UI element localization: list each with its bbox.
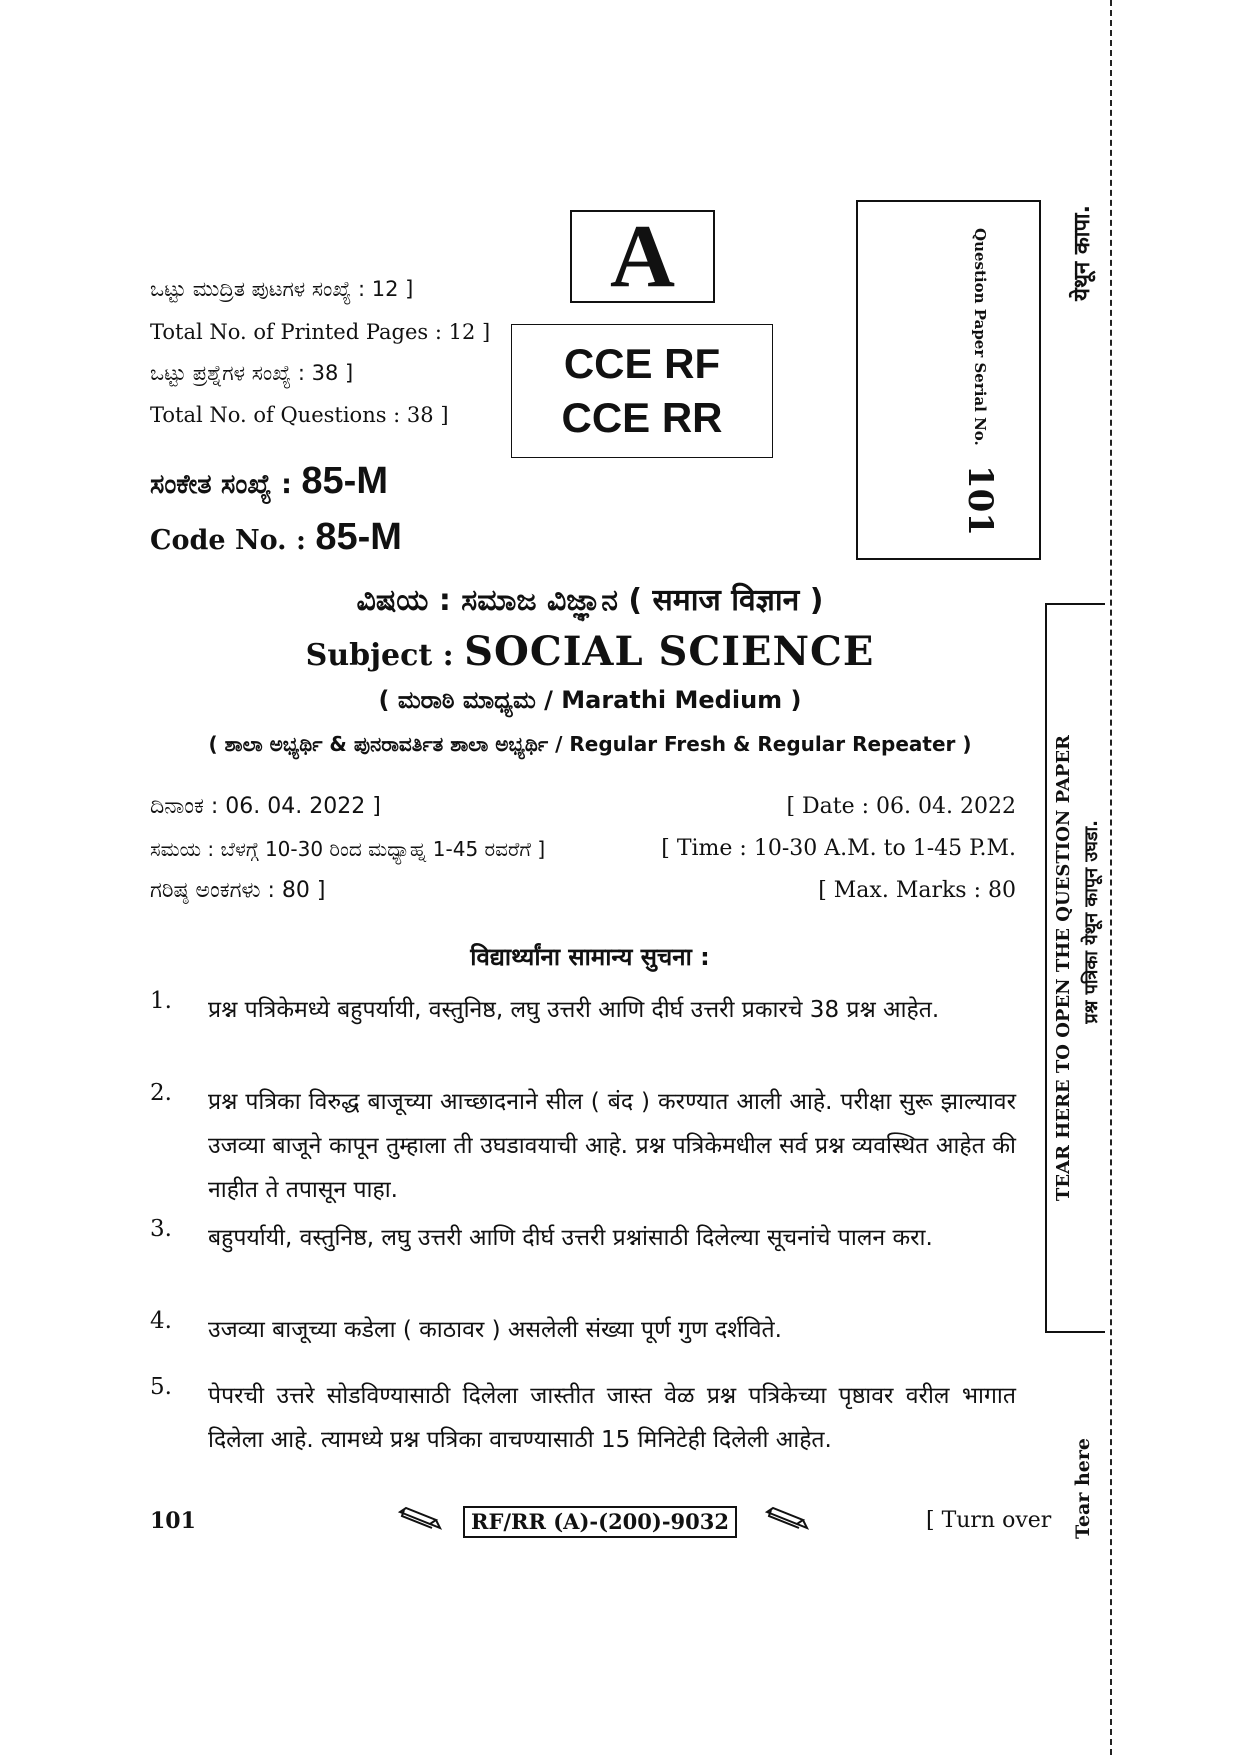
instructions-title: विद्यार्थ्यांना सामान्य सुचना : [470, 943, 710, 971]
time-kn: ಸಮಯ : ಬೆಳಗ್ಗೆ 10-30 ರಿಂದ ಮಧ್ಯಾಹ್ನ 1-45 ರವರೆಗೆ ] [150, 837, 546, 861]
code-number-en [150, 516, 402, 559]
questions-count-kn: ಒಟ್ಟು ಪ್ರಶ್ನೆಗಳ ಸಂಖ್ಯೆ : 38 ] [150, 361, 354, 385]
tear-here-label: Tear here [1072, 1438, 1094, 1539]
instruction-number: 2. [150, 1080, 172, 1106]
marks-en: [ Max. Marks : 80 [818, 878, 1016, 903]
medium-line: ( ಮರಾಠಿ ಮಾಧ್ಯಮ / Marathi Medium ) [378, 686, 802, 714]
page-number: 101 [150, 1508, 196, 1534]
instruction-number: 3. [150, 1216, 172, 1242]
pencil-icon [396, 1502, 444, 1534]
instruction-text: प्रश्न पत्रिकेमध्ये बहुपर्यायी, वस्तुनिष्ठ, लघु उत्तरी आणि दीर्घ उत्तरी प्रकारचे 38 प्रश्न आहेत. [208, 997, 940, 1023]
paper-code: RF/RR (A)-(200)-9032 [463, 1506, 737, 1538]
version-letter-box [570, 206, 715, 306]
questions-count-en: Total No. of Questions : 38 ] [150, 403, 449, 427]
instruction-number: 1. [150, 988, 172, 1014]
instruction-text: उजव्या बाजूच्या कडेला ( काठावर ) असलेली संख्या पूर्ण गुण दर्शविते. [208, 1317, 782, 1343]
tear-instruction-en: TEAR HERE TO OPEN THE QUESTION PAPER [1053, 735, 1074, 1202]
code-kn-label: ಸಂಕೇತ ಸಂಖ್ಯೆ : [150, 469, 292, 500]
tear-line [1110, 0, 1112, 1755]
cce-rf: CCE RF [563, 340, 721, 387]
printed-pages-en: Total No. of Printed Pages : 12 ] [150, 320, 491, 344]
version-letter: A [610, 206, 675, 306]
printed-pages-kn: ಒಟ್ಟು ಮುದ್ರಿತ ಪುಟಗಳ ಸಂಖ್ಯೆ : 12 ] [150, 277, 414, 301]
code-kn-value: 85-M [301, 460, 388, 502]
subject-value: SOCIAL SCIENCE [464, 628, 875, 675]
tear-instruction-mr: प्रश्न पत्रिका येथून कापून उघडा. [1081, 820, 1102, 1024]
serial-number [960, 228, 1000, 536]
date-kn: ದಿನಾಂಕ : 06. 04. 2022 ] [150, 794, 381, 819]
serial-label: Question Paper Serial No. [971, 228, 989, 446]
code-number-kn [150, 460, 388, 503]
cce-box [511, 324, 773, 458]
instruction-number: 4. [150, 1308, 172, 1334]
instruction-text: पेपरची उत्तरे सोडविण्यासाठी दिलेला जास्तीत जास्त वेळ प्रश्न पत्रिकेच्या पृष्ठावर वरील भागात दिलेला आहे. त्यामध्ये प्रश्न पत्रिका वाचण्यासाठी 15 मिनिटेही दिलेली आहेत. [208, 1383, 1016, 1453]
candidate-type: ( ಶಾಲಾ ಅಭ್ಯರ್ಥಿ & ಪುನರಾವರ್ತಿತ ಶಾಲಾ ಅಭ್ಯರ್ಥಿ / Regular Fresh & Regular Repeater ) [208, 732, 972, 756]
instruction-number: 5. [150, 1374, 172, 1400]
cut-here-label: येथून कापा. [1070, 205, 1095, 301]
instruction-text: बहुपर्यायी, वस्तुनिष्ठ, लघु उत्तरी आणि दीर्घ उत्तरी प्रश्नांसाठी दिलेल्या सूचनांचे पालन करा. [208, 1225, 933, 1251]
subject-en [150, 628, 1030, 675]
pencil-icon [763, 1502, 811, 1534]
instruction-text: प्रश्न पत्रिका विरुद्ध बाजूच्या आच्छादनाने सील ( बंद ) करण्यात आली आहे. परीक्षा सुरू झाल्यावर उजव्या बाजूने कापून तुम्हाला ती उघडावयाची आहे. प्रश्न पत्रिकेमधील सर्व प्रश्न व्यवस्थित आहेत की नाहीत ते तपासून पाहा. [208, 1089, 1016, 1203]
marks-kn: ಗರಿಷ್ಠ ಅಂಕಗಳು : 80 ] [150, 878, 326, 903]
code-en-label: Code No. : [150, 525, 306, 556]
time-en: [ Time : 10-30 A.M. to 1-45 P.M. [661, 836, 1016, 861]
serial-value: 101 [960, 465, 1000, 536]
subject-label: Subject : [305, 638, 465, 673]
subject-kn: ವಿಷಯ : ಸಮಾಜ ವಿಜ್ಞಾನ ( समाज विज्ञान ) [356, 583, 824, 618]
serial-number-box [856, 200, 1041, 560]
date-en: [ Date : 06. 04. 2022 [786, 794, 1016, 819]
code-en-value: 85-M [315, 516, 402, 558]
turn-over: [ Turn over [926, 1508, 1052, 1533]
cce-rr: CCE RR [561, 394, 723, 441]
